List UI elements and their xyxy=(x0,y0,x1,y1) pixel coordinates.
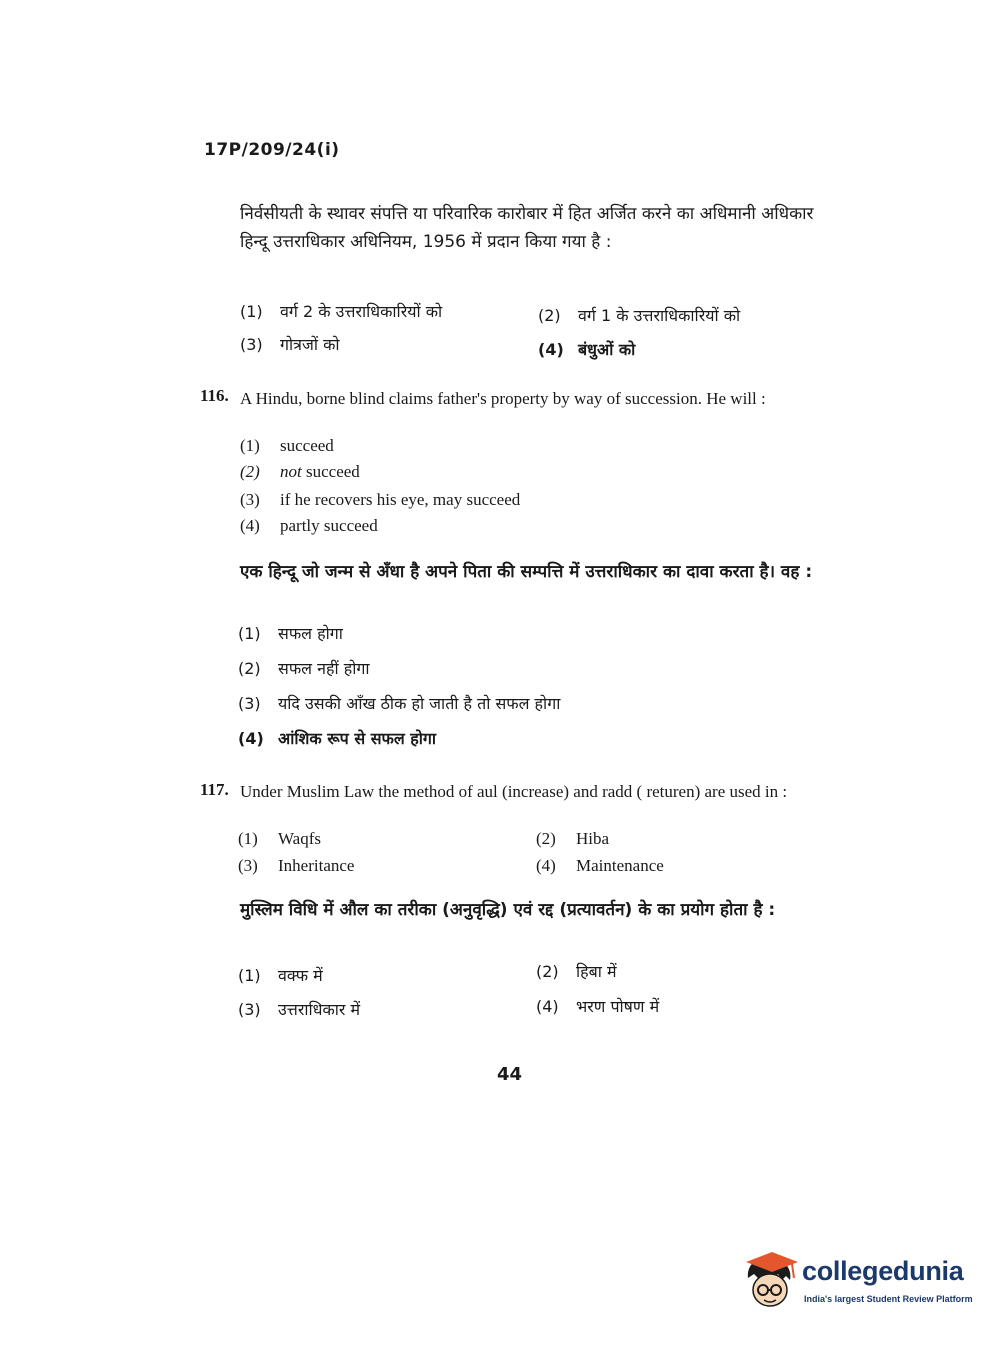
option-number: (2) xyxy=(536,829,556,848)
option-number: (4) xyxy=(538,340,564,359)
option-text: गोत्रजों को xyxy=(280,335,340,354)
q117-option-1 xyxy=(238,829,321,849)
option-number: (4) xyxy=(536,997,559,1016)
option-number: (2) xyxy=(538,306,561,325)
option-text: if he recovers his eye, may succeed xyxy=(280,490,521,509)
option-number: (1) xyxy=(238,966,261,985)
q117-hindi-option-2 xyxy=(536,960,617,982)
option-text: सफल नहीं होगा xyxy=(278,659,370,678)
option-number: (3) xyxy=(238,1000,261,1019)
q116-option-3 xyxy=(240,490,520,510)
q116-hindi-option-1 xyxy=(238,622,343,644)
option-number: (1) xyxy=(238,829,258,848)
q117-number: 117. xyxy=(200,780,229,799)
q117-question: Under Muslim Law the method of aul (increase) and radd ( returen) are used in : xyxy=(240,782,788,801)
q117-hindi-question: मुस्लिम विधि में औल का तरीका (अनुवृद्धि) एवं रद्द (प्रत्यावर्तन) के का प्रयोग होता है : xyxy=(240,900,776,920)
option-text-italic: not xyxy=(280,462,302,481)
brand-name: collegedunia xyxy=(802,1256,964,1286)
paper-code: 17P/209/24(i) xyxy=(204,140,340,160)
option-text: हिबा में xyxy=(576,962,617,981)
q117-hindi-option-3 xyxy=(238,998,360,1020)
option-text: वक्फ में xyxy=(278,966,323,985)
q115-hindi-option-4 xyxy=(538,338,635,360)
q116-hindi-question: एक हिन्दू जो जन्म से अँधा है अपने पिता की सम्पत्ति में उत्तराधिकार का दावा करता है। वह : xyxy=(240,562,813,582)
option-number: (2) xyxy=(238,659,261,678)
q115-hindi-question: निर्वसीयती के स्थावर संपत्ति या परिवारिक कारोबार में हित अर्जित करने का अधिमानी अधिकार हिन्दू उत्तराधिकार अधिनियम, 1956 में प्रदान किया गया है : xyxy=(240,204,814,252)
q117-option-4 xyxy=(536,856,664,876)
option-number: (3) xyxy=(238,694,261,713)
option-number: (3) xyxy=(240,335,263,354)
option-text: बंधुओं को xyxy=(578,340,636,359)
q115-hindi-option-3 xyxy=(240,333,340,355)
option-number: (1) xyxy=(238,624,261,643)
option-text: succeed xyxy=(301,462,360,481)
option-text: भरण पोषण में xyxy=(576,997,660,1016)
q115-hindi-option-1 xyxy=(240,300,442,322)
option-number: (1) xyxy=(240,436,260,455)
option-text: Hiba xyxy=(576,829,610,848)
option-text: सफल होगा xyxy=(278,624,343,643)
collegedunia-logo[interactable] xyxy=(742,1252,972,1316)
q117-option-3 xyxy=(238,856,354,876)
option-text: वर्ग 2 के उत्तराधिकारियों को xyxy=(280,302,443,321)
option-number: (4) xyxy=(240,516,260,535)
option-number: (4) xyxy=(536,856,556,875)
option-number: (1) xyxy=(240,302,263,321)
q117-option-2 xyxy=(536,829,609,849)
q116-option-2 xyxy=(240,462,360,482)
q115-hindi-option-2 xyxy=(538,304,740,326)
option-number: (3) xyxy=(240,490,260,509)
page-number: 44 xyxy=(497,1064,523,1085)
q116-option-4 xyxy=(240,516,378,536)
brand-tagline: India's largest Student Review Platform xyxy=(804,1294,973,1304)
q117-hindi-option-1 xyxy=(238,964,323,986)
q117-hindi-option-4 xyxy=(536,995,659,1017)
q116-hindi-option-3 xyxy=(238,692,560,714)
option-text: Inheritance xyxy=(278,856,355,875)
option-number: (3) xyxy=(238,856,258,875)
option-text: succeed xyxy=(280,436,334,455)
q116-question: A Hindu, borne blind claims father's property by way of succession. He will : xyxy=(240,389,766,408)
q116-option-1 xyxy=(240,436,334,456)
option-number: (2) xyxy=(240,462,260,481)
option-number: (2) xyxy=(536,962,559,981)
q116-number: 116. xyxy=(200,386,229,405)
option-text: Maintenance xyxy=(576,856,664,875)
mascot-icon xyxy=(742,1252,798,1312)
option-text: आंशिक रूप से सफल होगा xyxy=(278,729,437,748)
option-number: (4) xyxy=(238,729,264,748)
option-text: उत्तराधिकार में xyxy=(278,1000,361,1019)
option-text: partly succeed xyxy=(280,516,378,535)
option-text: Waqfs xyxy=(278,829,322,848)
option-text: यदि उसकी आँख ठीक हो जाती है तो सफल होगा xyxy=(278,694,561,713)
q116-hindi-option-4 xyxy=(238,727,436,749)
q116-hindi-option-2 xyxy=(238,657,369,679)
option-text: वर्ग 1 के उत्तराधिकारियों को xyxy=(578,306,741,325)
